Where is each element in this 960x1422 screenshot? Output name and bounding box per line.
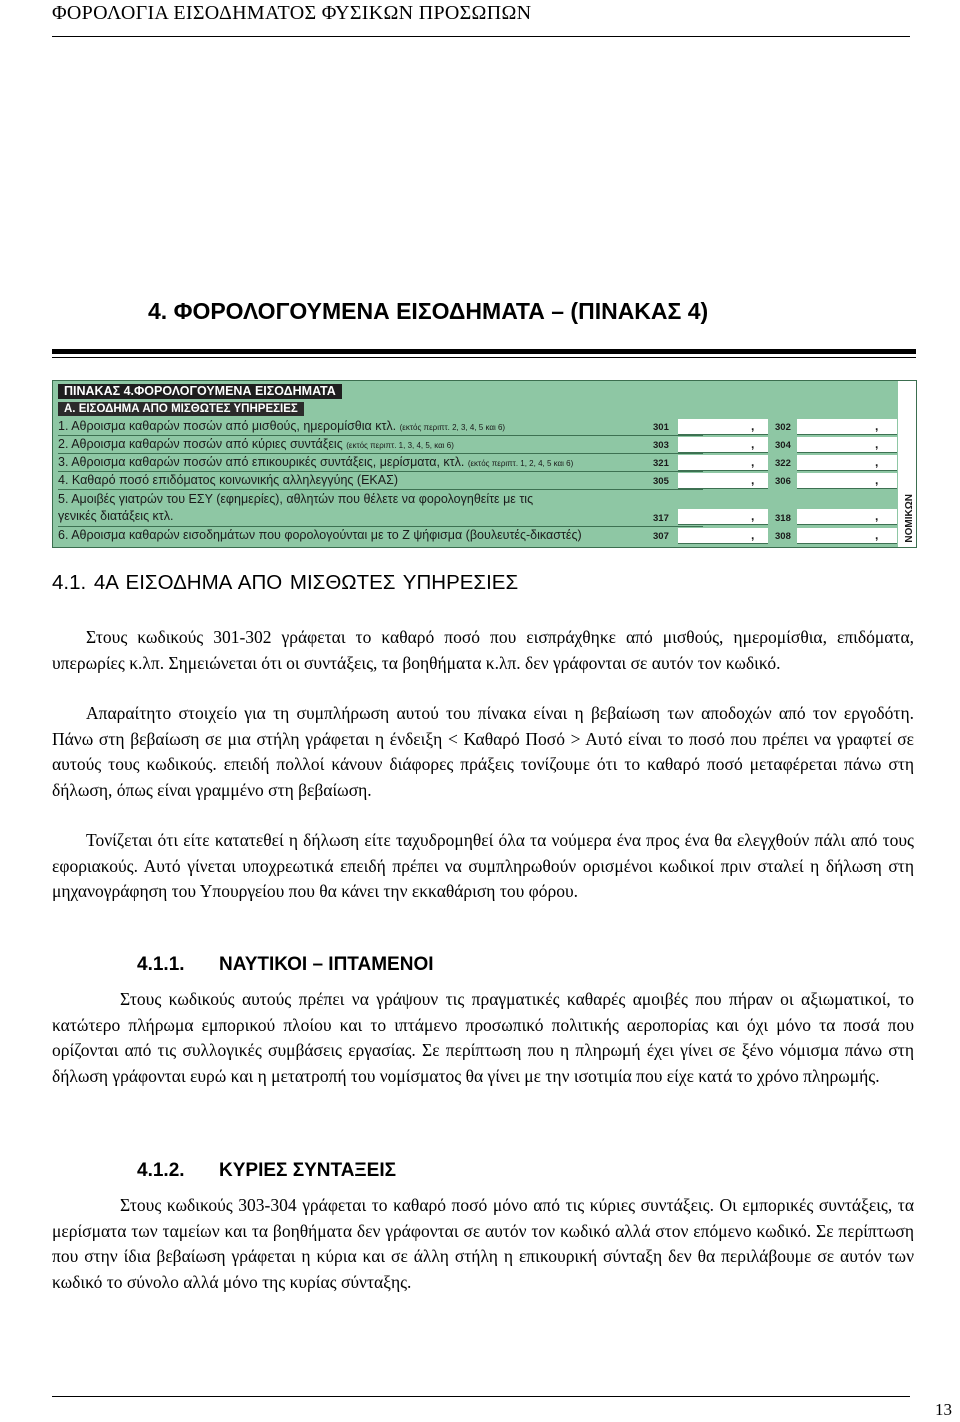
footer-divider [52, 1396, 910, 1397]
form-row-2 [58, 436, 703, 454]
chapter-divider-thick [52, 349, 916, 354]
form-title: ΠΙΝΑΚΑΣ 4.ΦΟΡΟΛΟΓΟΥΜΕΝΑ ΕΙΣΟΔΗΜΑΤΑ [58, 384, 342, 399]
paragraph-text: Στους κωδικούς αυτούς πρέπει να γράψουν τις πραγματικές καθαρές αμοιβές που πήραν οι αξιωματικοί, το κατώτερο πλήρωμα εμπορικού πλοίου και το ιπτάμενο προσωπικό πολιτικής αεροπορίας και όχι μόνο τα ποσά που ορίζονται από τις συλλογικές συμβάσεις εργασίας. Σε περίπτωση που η πληρωμή έχει γίνει σε ξένο νόμισμα πάνω στη δήλωση γράφονται ευρώ και η μετατροπή του νομίσματος θα γίνει με την ισοτιμία που είχε κατά το χρόνο πληρωμής. [52, 989, 914, 1086]
form-comma: , [875, 455, 879, 469]
form-row-3-text: 3. Αθροισμα καθαρών ποσών από επικουρικές συντάξεις, μερίσματα, κτλ. [58, 455, 465, 469]
form-row-divider [58, 489, 703, 490]
form-comma: , [875, 419, 879, 433]
form-code: 305 [653, 476, 669, 487]
section-4-1-2-paragraph [52, 1193, 914, 1295]
form-row-3 [58, 454, 703, 472]
form-amount-cell [678, 455, 768, 471]
form-amount-cell [797, 419, 897, 435]
form-code: 322 [775, 458, 791, 469]
form-code: 302 [775, 422, 791, 433]
form-amount-cell [678, 509, 768, 525]
form-comma: , [751, 437, 755, 451]
form-row-5-cont [58, 508, 703, 524]
form-row-3-hint: (εκτός περιπτ. 1, 2, 4, 5 και 6) [467, 459, 574, 468]
form-code: 318 [775, 513, 791, 524]
form-row-5-text: 5. Αμοιβές γιατρών του ΕΣΥ (εφημερίες), αθλητών που θέλετε να φορολογηθείτε με τις [58, 492, 534, 506]
form-comma: , [751, 509, 755, 523]
form-code: 307 [653, 531, 669, 542]
paragraph-text: Στους κωδικούς 301-302 γράφεται το καθαρό ποσό που εισπράχθηκε από μισθούς, ημερομίσθια, επιδόματα, υπερωρίες κ.λπ. Σημειώνεται ότι οι συντάξεις, τα βοηθήματα κ.λπ. δεν γράφονται σε αυτόν τον κωδικό. [52, 627, 914, 673]
form-amount-cell [678, 419, 768, 435]
section-number: 4.1.2. [137, 1160, 185, 1181]
form-code: 301 [653, 422, 669, 433]
form-code: 317 [653, 513, 669, 524]
section-4-1-paragraph-2 [52, 701, 914, 803]
section-4-1-paragraph-3 [52, 828, 914, 905]
form-row-1-hint: (εκτός περιπτ. 2, 3, 4, 5 και 6) [399, 423, 506, 432]
form-comma: , [751, 419, 755, 433]
form-code: 321 [653, 458, 669, 469]
form-row-1 [58, 418, 703, 436]
form-amount-cell [797, 455, 897, 471]
form-side-label: ΝΟΜΙΚΩΝ [904, 494, 915, 543]
section-number: 4.1.1. [137, 954, 185, 975]
form-row-4-text: 4. Καθαρό ποσό επιδόματος κοινωνικής αλληλεγγύης (ΕΚΑΣ) [58, 473, 398, 487]
form-code: 308 [775, 531, 791, 542]
running-header: ΦΟΡΟΛΟΓΙΑ ΕΙΣΟΔΗΜΑΤΟΣ ΦΥΣΙΚΩΝ ΠΡΟΣΩΠΩΝ [52, 2, 532, 24]
form-section-heading: Α. ΕΙΣΟΔΗΜΑ ΑΠΟ ΜΙΣΘΩΤΕΣ ΥΠΗΡΕΣΙΕΣ [58, 402, 304, 416]
form-comma: , [751, 473, 755, 487]
paragraph-text: Απαραίτητο στοιχείο για τη συμπλήρωση αυτού του πίνακα είναι η βεβαίωση των αποδοχών από τον εργοδότη. Πάνω στη βεβαίωση σε μια στήλη γράφεται η ένδειξη < Καθαρό Ποσό > Αυτό είναι το ποσό που πρέπει να γραφτεί σε αυτούς τους κωδικούς. επειδή πολλοί κάνουν διάφορες πράξεις τονίζουμε ότι το καθαρό ποσό μεταφέρεται πάνω στη δήλωση, όπως είναι γραμμένο στη βεβαίωση. [52, 703, 914, 800]
form-row-5 [58, 491, 703, 507]
form-comma: , [875, 473, 879, 487]
form-comma: , [875, 509, 879, 523]
form-amount-cell [678, 473, 768, 489]
chapter-title: 4. ΦΟΡΟΛΟΓΟΥΜΕΝΑ ΕΙΣΟΔΗΜΑΤΑ – (ΠΙΝΑΚΑΣ 4) [148, 298, 709, 324]
form-row-1-text: 1. Αθροισμα καθαρών ποσών από μισθούς, ημερομίσθια κτλ. [58, 419, 397, 433]
form-amount-cell [797, 473, 897, 489]
form-comma: , [751, 528, 755, 542]
form-amount-cell [678, 437, 768, 453]
form-comma: , [875, 528, 879, 542]
form-row-2-hint: (εκτός περιπτ. 1, 3, 4, 5, και 6) [346, 441, 454, 450]
chapter-divider-thin [52, 357, 916, 358]
form-row-6-text: 6. Αθροισμα καθαρών εισοδημάτων που φορολογούνται με το Ζ ψήφισμα (βουλευτές-δικαστές) [58, 528, 582, 542]
section-title: ΝΑΥΤΙΚΟΙ – ΙΠΤΑΜΕΝΟΙ [219, 954, 434, 975]
form-amount-cell [797, 528, 897, 544]
form-amount-cell [678, 528, 768, 544]
form-amount-cell [797, 509, 897, 525]
paragraph-text: Στους κωδικούς 303-304 γράφεται το καθαρό ποσό μόνο από τις κύριες συντάξεις. Οι εμπορικές συντάξεις, τα μερίσματα των ταμείων και τα βοηθήματα δεν γράφονται σε αυτόν τον κωδικό αλλά στον επόμενο κωδικό. Σε περίπτωση που στην ίδια βεβαίωση γράφεται η κύρια και σε άλλη στήλη η επικουρική σύνταξη δεν θα περιλάβουμε σε αυτόν των κωδικό το σύνολο αλλά μόνο της κυρίας σύνταξης. [52, 1195, 914, 1292]
form-amount-cell [797, 437, 897, 453]
paragraph-text: Τονίζεται ότι είτε κατατεθεί η δήλωση είτε ταχυδρομηθεί όλα τα νούμερα ένα προς ένα θα ελεγχθούν πάλι από τους εφοριακούς. Αυτό γίνεται υποχρεωτικά επειδή πρέπει να συμπληρωθούν ορισμένοι κωδικοί πριν σταλεί η δήλωση στη μηχανογράφηση του Υπουργείου που θα κάνει την εκκαθάριση του φόρου. [52, 830, 914, 901]
form-side-strip [898, 381, 916, 548]
form-code: 304 [775, 440, 791, 451]
section-heading-4-1-2 [137, 1160, 396, 1182]
tax-form-table-4 [52, 380, 917, 548]
section-title: ΚΥΡΙΕΣ ΣΥΝΤΑΞΕΙΣ [219, 1160, 396, 1181]
page-number: 13 [935, 1400, 952, 1419]
form-code: 306 [775, 476, 791, 487]
form-code: 303 [653, 440, 669, 451]
form-comma: , [875, 437, 879, 451]
form-comma: , [751, 455, 755, 469]
form-row-6 [58, 527, 703, 543]
form-row-5-cont-text: γενικές διατάξεις κτλ. [58, 509, 174, 523]
header-divider [52, 36, 910, 37]
form-row-2-text: 2. Αθροισμα καθαρών ποσών από κύριες συντάξεις [58, 437, 343, 451]
section-heading-4-1: 4.1. 4Α ΕΙΣΟΔΗΜΑ ΑΠΟ ΜΙΣΘΩΤΕΣ ΥΠΗΡΕΣΙΕΣ [52, 571, 519, 594]
section-4-1-paragraph-1 [52, 625, 914, 676]
form-row-4 [58, 472, 703, 488]
section-4-1-1-paragraph [52, 987, 914, 1089]
section-heading-4-1-1 [137, 954, 434, 976]
